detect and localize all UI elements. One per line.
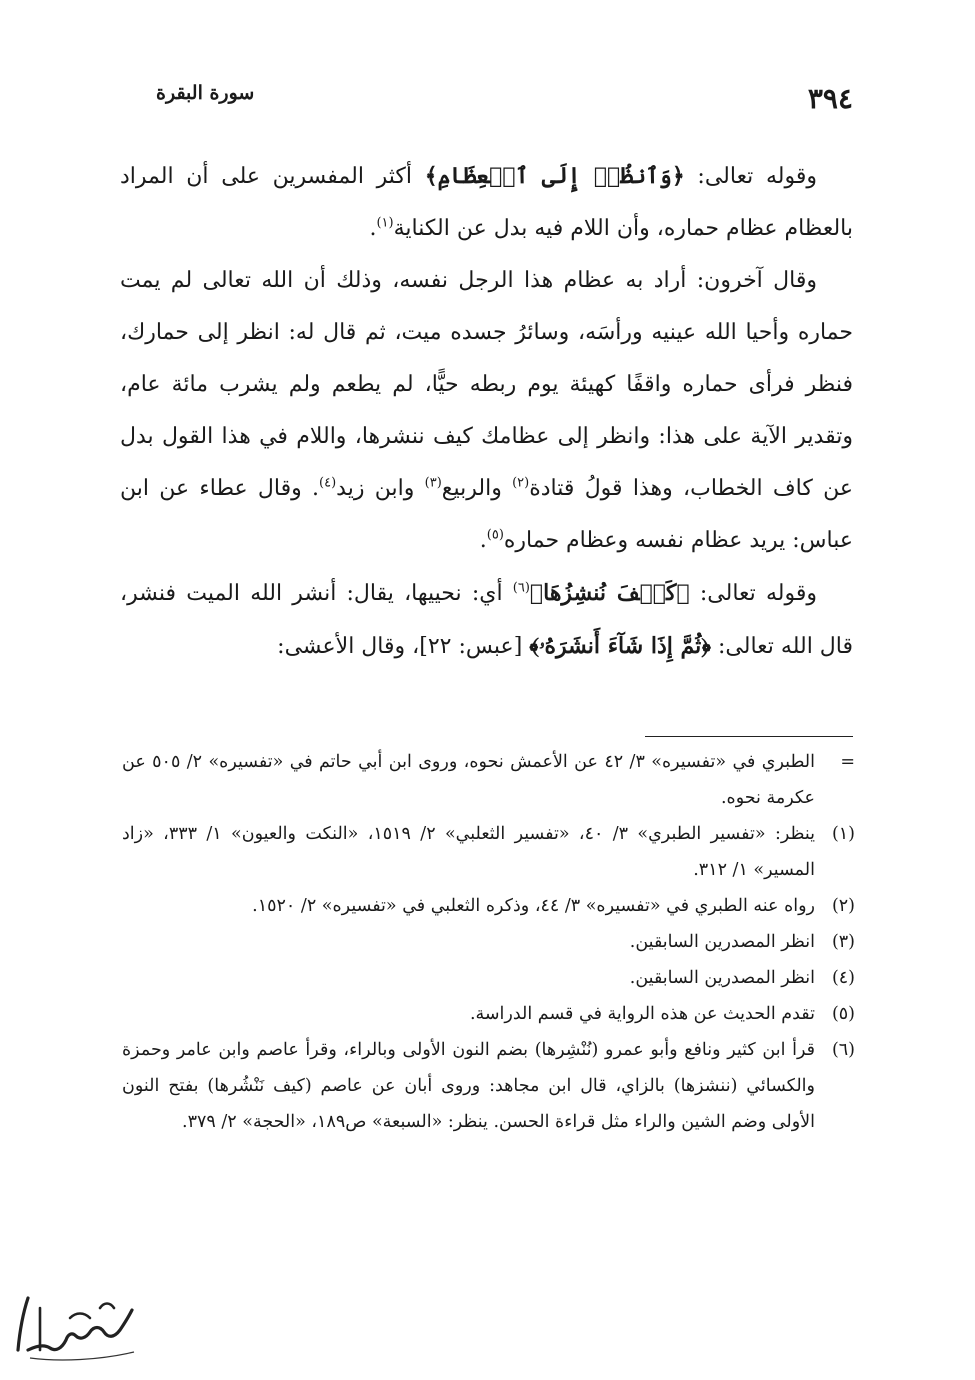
footnote-item [122,816,855,888]
footnote-number: (٤) [831,968,855,988]
footnote-item [122,996,855,1032]
footnote-number: (٢) [831,896,855,916]
logo-calligraphy-stroke [40,1304,114,1351]
main-text [120,150,853,673]
footnote-item [122,744,855,816]
footnote-text: قرأ ابن كثير ونافع وأبو عمرو (نُنْشِرها) بضم النون الأولى وبالراء، وقرأ عاصم وابن عامر وحمزة والكسائي (ننشزها) بالزاي، قال ابن مجاهد: وروى أبان عن عاصم (كيف نَنْشُرها) بفتح النون الأولى وضم الشين والراء مثل قراءة الحسن. ينظر: «السبعة» ص١٨٩، «الحجة» ٢/ ٣٧٩. [122,1040,815,1132]
page-number: ٣٩٤ [807,82,853,115]
footnote-ref[interactable]: (١) [376,215,394,231]
page-header [120,78,853,118]
footnote-ref[interactable]: (٦) [512,580,530,596]
paragraph-1 [120,150,853,255]
footnote-text: رواه عنه الطبري في «تفسيره» ٣/ ٤٤، وذكره الثعلبي في «تفسيره» ٢/ ١٥٢٠. [252,896,815,916]
footnotes [122,744,855,1140]
logo-underline [30,1352,134,1360]
footnote-ref[interactable]: (٥) [486,527,504,543]
logo-calligraphy-stroke [18,1298,132,1350]
surah-title: سورة البقرة [156,82,255,104]
text-run: وابن زيد [336,476,425,501]
footnote-text: الطبري في «تفسيره» ٣/ ٤٢ عن الأعمش نحوه، وروى ابن أبي حاتم في «تفسيره» ٢/ ٥٠٥ عن عكرمة نحوه. [122,752,815,808]
footnote-number: (٦) [831,1040,855,1060]
footnote-ref[interactable]: (٢) [512,475,530,491]
footnote-item [122,888,855,924]
footnote-number: (٣) [831,932,855,952]
footnote-text: تقدم الحديث عن هذه الرواية في قسم الدراسة. [469,1004,815,1024]
quran-verse: ﴿ثُمَّ إِذَا شَآءَ أَنشَرَهُۥ﴾ [529,633,712,659]
text-run: [عبس: ٢٢]، وقال الأعشى: [277,634,530,659]
quran-verse: ﴿كَيۡفَ نُنشِزُهَا﴾ [529,580,690,606]
footnote-text: انظر المصدرين السابقين. [629,932,815,952]
footnote-divider [645,736,853,737]
quran-verse: ﴿وَٱنظُرۡ إِلَى ٱلۡعِظَامِ﴾ [424,163,685,189]
footnote-item [122,1032,855,1140]
footnote-item [122,924,855,960]
text-run: وقال آخرون: أراد به عظام هذا الرجل نفسه، وذلك أن الله تعالى لم يمت حماره وأحيا الله عينيه ورأسَه، وسائرُ جسده ميت، ثم قال له: انظر إلى حمارك، فنظر فرأى حماره واقفًا كهيئة يوم ربطه حيًّا، لم يطعم ولم يشرب مائة عام، وتقدير الآية على هذا: وانظر إلى عظامك كيف ننشرها، واللام في هذا القول بدل عن كاف الخطاب، وهذا قولُ قتادة [120,268,853,501]
footnote-number: (٥) [831,1004,855,1024]
text-run: . [369,216,377,241]
text-run: أي: نحييها، يقال: أنشر الله الميت فنشر، قال الله تعالى: [120,581,853,659]
footnote-ref[interactable]: (٤) [319,475,337,491]
watermark-logo [10,1288,140,1368]
text-run: وقوله تعالى: [689,581,817,606]
footnote-text: ينظر: «تفسير الطبري» ٣/ ٤٠، «تفسير الثعلبي» ٢/ ١٥١٩، «النكت والعيون» ١/ ٣٣٣، «زاد المسير» ١/ ٣١٢. [122,824,816,880]
paragraph-3 [120,567,853,673]
text-run: . [479,528,487,553]
footnote-ref[interactable]: (٣) [424,475,442,491]
text-run: وقوله تعالى: [684,164,817,189]
paragraph-2 [120,255,853,567]
footnote-item [122,960,855,996]
text-run: والربيع [441,476,513,501]
footnote-number: (١) [831,824,855,844]
text-run: . وقال عطاء عن ابن عباس: يريد عظام نفسه وعظام حماره [120,476,853,553]
text-run: أكثر المفسرين على أن المراد بالعظام عظام حماره، وأن اللام فيه بدل عن الكناية [120,164,853,241]
footnote-text: انظر المصدرين السابقين. [629,968,815,988]
footnote-number: = [840,752,855,772]
